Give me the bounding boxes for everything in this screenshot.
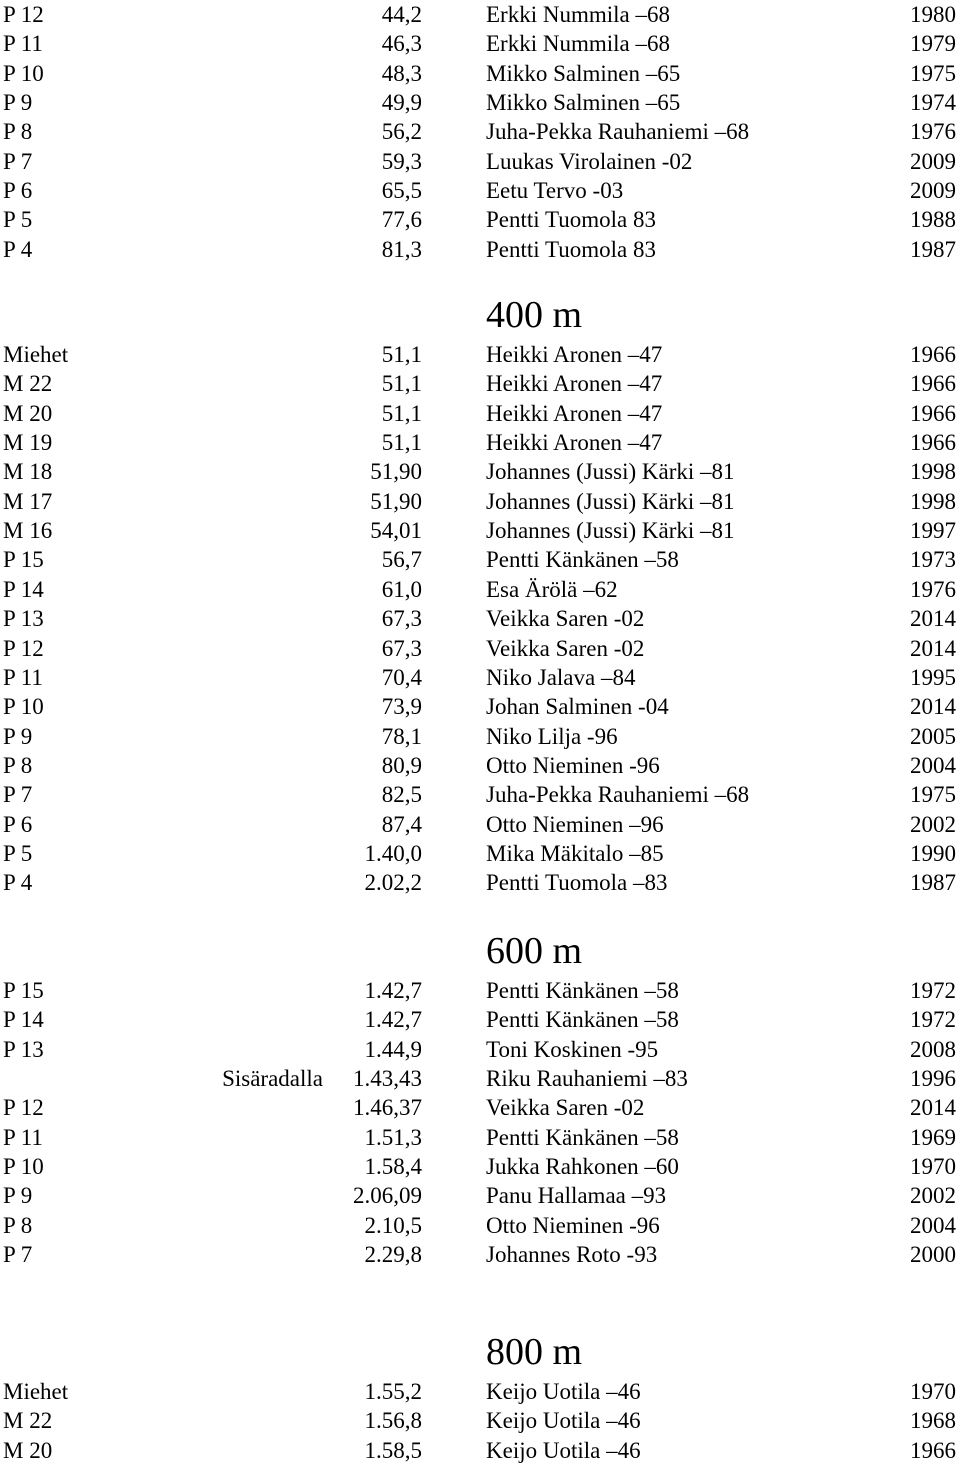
record-athlete: Mikko Salminen –65 <box>486 90 681 116</box>
record-year: 2000 <box>910 1242 956 1268</box>
record-row <box>0 29 960 58</box>
record-athlete: Heikki Aronen –47 <box>486 342 663 367</box>
record-category: P 11 <box>3 664 43 690</box>
record-row <box>0 88 960 117</box>
record-athlete: Toni Koskinen -95 <box>486 1036 659 1062</box>
record-year: 1970 <box>910 1154 956 1180</box>
record-athlete: Erkki Nummila –68 <box>486 31 670 57</box>
record-row <box>0 545 960 574</box>
record-result: 77,6 <box>381 207 422 233</box>
record-category: M 16 <box>3 518 53 544</box>
record-year: 2005 <box>910 723 956 749</box>
record-result: 1.44,9 <box>364 1036 422 1062</box>
record-category: P 12 <box>3 2 44 27</box>
record-category: P 11 <box>3 1124 43 1150</box>
record-row <box>0 0 960 29</box>
record-athlete: Otto Nieminen –96 <box>486 811 664 837</box>
record-category: M 17 <box>3 488 53 514</box>
record-row <box>0 1064 960 1093</box>
record-athlete: Otto Nieminen -96 <box>486 752 660 778</box>
record-row <box>0 1436 960 1465</box>
record-result: 78,1 <box>381 723 422 749</box>
record-row <box>0 868 960 897</box>
record-athlete: Veikka Saren -02 <box>486 606 645 632</box>
record-year: 1980 <box>910 2 956 27</box>
record-athlete: Pentti Känkänen –58 <box>486 978 679 1003</box>
record-athlete: Veikka Saren -02 <box>486 1095 645 1121</box>
section-heading: 400 m <box>486 294 583 336</box>
record-year: 1998 <box>910 488 956 514</box>
record-athlete: Pentti Tuomola 83 <box>486 236 656 262</box>
record-year: 1995 <box>910 664 956 690</box>
record-result: 80,9 <box>381 752 422 778</box>
record-row <box>0 147 960 176</box>
record-category: P 15 <box>3 547 44 573</box>
record-row <box>0 1093 960 1122</box>
record-result: 59,3 <box>381 148 422 174</box>
record-athlete: Jukka Rahkonen –60 <box>486 1154 679 1180</box>
record-category: P 10 <box>3 60 44 86</box>
record-category: P 12 <box>3 1095 44 1121</box>
record-category: P 8 <box>3 1212 33 1238</box>
section-heading: 600 m <box>486 930 583 972</box>
record-athlete: Esa Ärölä –62 <box>486 576 618 602</box>
record-result: 2.10,5 <box>364 1212 422 1238</box>
record-row <box>0 976 960 1005</box>
record-athlete: Niko Lilja -96 <box>486 723 618 749</box>
record-row <box>0 810 960 839</box>
record-result: 87,4 <box>381 811 422 837</box>
record-category: P 9 <box>3 723 33 749</box>
record-row <box>0 516 960 545</box>
record-athlete: Keijo Uotila –46 <box>486 1379 641 1404</box>
record-result: 1.58,5 <box>364 1437 422 1463</box>
record-year: 1970 <box>910 1379 956 1404</box>
record-athlete: Panu Hallamaa –93 <box>486 1183 667 1209</box>
record-category: P 4 <box>3 870 33 896</box>
record-category: P 5 <box>3 207 33 233</box>
record-athlete: Pentti Känkänen –58 <box>486 1124 679 1150</box>
record-category: P 10 <box>3 1154 44 1180</box>
record-category: M 20 <box>3 1437 53 1463</box>
record-row <box>0 1181 960 1210</box>
record-result: 1.42,7 <box>364 1007 422 1033</box>
record-year: 1976 <box>910 576 956 602</box>
record-result: 2.02,2 <box>364 870 422 896</box>
section-heading: 800 m <box>486 1331 583 1373</box>
record-row <box>0 428 960 457</box>
record-result: 70,4 <box>381 664 422 690</box>
record-athlete: Otto Nieminen -96 <box>486 1212 660 1238</box>
record-year: 2009 <box>910 178 956 204</box>
record-row <box>0 692 960 721</box>
record-athlete: Pentti Tuomola –83 <box>486 870 668 896</box>
record-year: 2014 <box>910 694 956 720</box>
record-row <box>0 1035 960 1064</box>
record-year: 1974 <box>910 90 956 116</box>
record-athlete: Pentti Känkänen –58 <box>486 1007 679 1033</box>
record-athlete: Johan Salminen -04 <box>486 694 669 720</box>
record-row <box>0 1211 960 1240</box>
record-result: 44,2 <box>381 2 422 27</box>
record-athlete: Johannes (Jussi) Kärki –81 <box>486 518 735 544</box>
record-athlete: Pentti Känkänen –58 <box>486 547 679 573</box>
record-row <box>0 117 960 146</box>
record-result: 51,1 <box>381 430 422 456</box>
record-category: M 18 <box>3 459 53 485</box>
record-year: 1973 <box>910 547 956 573</box>
record-row <box>0 1123 960 1152</box>
record-result: 1.56,8 <box>364 1408 422 1434</box>
record-result: 54,01 <box>370 518 422 544</box>
record-athlete: Juha-Pekka Rauhaniemi –68 <box>486 119 750 145</box>
record-year: 1966 <box>910 342 956 367</box>
record-category: P 14 <box>3 1007 44 1033</box>
record-result: 56,7 <box>381 547 422 573</box>
record-result: 51,1 <box>381 342 422 367</box>
record-year: 1987 <box>910 236 956 262</box>
record-category: P 14 <box>3 576 44 602</box>
record-category: M 22 <box>3 1408 53 1434</box>
record-category: Miehet <box>3 342 69 367</box>
record-year: 2014 <box>910 606 956 632</box>
record-year: 1987 <box>910 870 956 896</box>
record-result: 81,3 <box>381 236 422 262</box>
record-row <box>0 575 960 604</box>
record-category: P 5 <box>3 840 33 866</box>
record-result: 1.46,37 <box>353 1095 422 1121</box>
record-athlete: Veikka Saren -02 <box>486 635 645 661</box>
record-row <box>0 780 960 809</box>
record-row <box>0 1240 960 1269</box>
record-year: 2014 <box>910 1095 956 1121</box>
record-category: P 7 <box>3 1242 33 1268</box>
record-category: P 12 <box>3 635 44 661</box>
record-result: 51,1 <box>381 371 422 397</box>
record-category: M 22 <box>3 371 53 397</box>
record-result: 2.06,09 <box>353 1183 422 1209</box>
record-category: P 11 <box>3 31 43 57</box>
record-result: 49,9 <box>381 90 422 116</box>
record-result: 51,90 <box>370 459 422 485</box>
record-row <box>0 59 960 88</box>
record-result: 67,3 <box>381 635 422 661</box>
record-athlete: Juha-Pekka Rauhaniemi –68 <box>486 782 750 808</box>
record-year: 1968 <box>910 1408 956 1434</box>
record-category: P 13 <box>3 1036 44 1062</box>
record-year: 1966 <box>910 371 956 397</box>
record-result: 56,2 <box>381 119 422 145</box>
record-row <box>0 663 960 692</box>
record-row <box>0 369 960 398</box>
record-result: 82,5 <box>381 782 422 808</box>
record-year: 1972 <box>910 978 956 1003</box>
record-note: Sisäradalla <box>222 1066 323 1092</box>
record-athlete: Keijo Uotila –46 <box>486 1408 641 1434</box>
record-athlete: Erkki Nummila –68 <box>486 2 670 27</box>
record-row <box>0 1005 960 1034</box>
record-year: 2004 <box>910 752 956 778</box>
record-category: Miehet <box>3 1379 69 1404</box>
record-year: 2008 <box>910 1036 956 1062</box>
record-row <box>0 1152 960 1181</box>
record-category: P 6 <box>3 811 33 837</box>
record-athlete: Niko Jalava –84 <box>486 664 636 690</box>
record-row <box>0 235 960 264</box>
record-row <box>0 1406 960 1435</box>
record-athlete: Pentti Tuomola 83 <box>486 207 656 233</box>
record-year: 1966 <box>910 430 956 456</box>
record-athlete: Heikki Aronen –47 <box>486 430 663 456</box>
record-row <box>0 399 960 428</box>
record-year: 2009 <box>910 148 956 174</box>
record-result: 2.29,8 <box>364 1242 422 1268</box>
record-year: 1976 <box>910 119 956 145</box>
record-athlete: Heikki Aronen –47 <box>486 400 663 426</box>
record-result: 1.40,0 <box>364 840 422 866</box>
record-athlete: Riku Rauhaniemi –83 <box>486 1066 688 1092</box>
record-category: P 8 <box>3 119 33 145</box>
record-row <box>0 176 960 205</box>
record-result: 67,3 <box>381 606 422 632</box>
record-category: P 10 <box>3 694 44 720</box>
record-row <box>0 722 960 751</box>
record-category: P 9 <box>3 1183 33 1209</box>
record-row <box>0 634 960 663</box>
record-category: P 15 <box>3 978 44 1003</box>
record-athlete: Mikko Salminen –65 <box>486 60 681 86</box>
record-year: 1969 <box>910 1124 956 1150</box>
record-athlete: Johannes (Jussi) Kärki –81 <box>486 459 735 485</box>
record-year: 1988 <box>910 207 956 233</box>
record-result: 51,1 <box>381 400 422 426</box>
record-row <box>0 604 960 633</box>
record-result: 1.51,3 <box>364 1124 422 1150</box>
record-row <box>0 1377 960 1406</box>
record-athlete: Heikki Aronen –47 <box>486 371 663 397</box>
record-year: 2002 <box>910 811 956 837</box>
record-year: 2004 <box>910 1212 956 1238</box>
record-category: P 4 <box>3 236 33 262</box>
record-athlete: Luukas Virolainen -02 <box>486 148 693 174</box>
record-year: 1975 <box>910 782 956 808</box>
record-year: 1979 <box>910 31 956 57</box>
record-year: 1997 <box>910 518 956 544</box>
record-row <box>0 457 960 486</box>
record-category: P 6 <box>3 178 33 204</box>
record-year: 1990 <box>910 840 956 866</box>
record-athlete: Johannes Roto -93 <box>486 1242 658 1268</box>
record-result: 46,3 <box>381 31 422 57</box>
record-category: P 7 <box>3 148 33 174</box>
record-result: 51,90 <box>370 488 422 514</box>
record-year: 1996 <box>910 1066 956 1092</box>
record-result: 1.55,2 <box>364 1379 422 1404</box>
record-category: P 7 <box>3 782 33 808</box>
record-athlete: Eetu Tervo -03 <box>486 178 624 204</box>
record-row <box>0 487 960 516</box>
record-result: 65,5 <box>381 178 422 204</box>
record-result: 1.42,7 <box>364 978 422 1003</box>
record-category: P 9 <box>3 90 33 116</box>
record-category: M 19 <box>3 430 53 456</box>
record-result: 61,0 <box>381 576 422 602</box>
record-row <box>0 839 960 868</box>
record-year: 1966 <box>910 1437 956 1463</box>
record-result: 1.43,43 <box>353 1066 422 1092</box>
record-category: P 8 <box>3 752 33 778</box>
record-year: 1975 <box>910 60 956 86</box>
record-year: 1998 <box>910 459 956 485</box>
record-year: 1966 <box>910 400 956 426</box>
record-year: 2002 <box>910 1183 956 1209</box>
record-result: 73,9 <box>381 694 422 720</box>
record-year: 1972 <box>910 1007 956 1033</box>
record-category: P 13 <box>3 606 44 632</box>
record-category: M 20 <box>3 400 53 426</box>
record-row <box>0 340 960 369</box>
record-row <box>0 751 960 780</box>
record-row <box>0 205 960 234</box>
record-result: 48,3 <box>381 60 422 86</box>
record-athlete: Keijo Uotila –46 <box>486 1437 641 1463</box>
record-result: 1.58,4 <box>364 1154 422 1180</box>
record-year: 2014 <box>910 635 956 661</box>
record-athlete: Mika Mäkitalo –85 <box>486 840 664 866</box>
record-athlete: Johannes (Jussi) Kärki –81 <box>486 488 735 514</box>
